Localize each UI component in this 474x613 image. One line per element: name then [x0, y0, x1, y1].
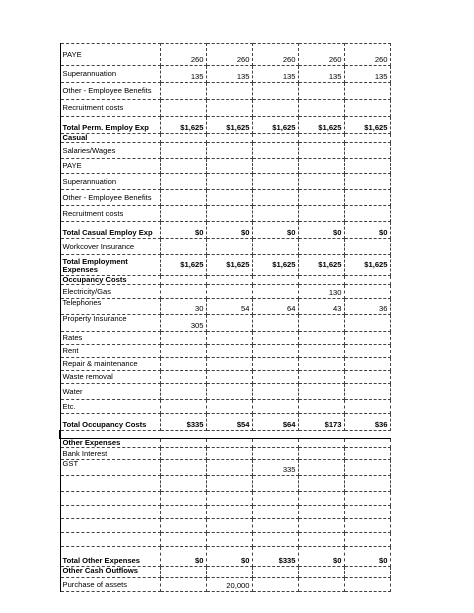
row-telephones [60, 299, 390, 315]
cell-value[interactable]: $1,625 [252, 117, 298, 134]
cell-value[interactable]: $1,625 [160, 255, 206, 276]
cell-value[interactable] [344, 285, 390, 299]
cell-value[interactable] [344, 100, 390, 117]
cell-value[interactable] [206, 100, 252, 117]
row-total-employment-expenses [60, 255, 390, 276]
cell-value[interactable] [344, 159, 390, 174]
row-label[interactable]: Total Perm. Employ Exp [60, 117, 160, 134]
cell-value[interactable] [252, 134, 298, 143]
cell-value[interactable] [298, 492, 344, 506]
cell-value[interactable] [206, 206, 252, 222]
cell-value[interactable] [206, 439, 252, 448]
cell-value[interactable] [298, 358, 344, 371]
row-blank [60, 492, 390, 506]
row-bank-interest [60, 448, 390, 460]
cell-value[interactable] [252, 578, 298, 592]
cell-value[interactable] [160, 567, 206, 578]
cell-value[interactable] [160, 332, 206, 345]
cell-value[interactable] [206, 448, 252, 460]
cell-value[interactable] [206, 276, 252, 285]
cell-value[interactable]: $0 [206, 547, 252, 567]
cell-value[interactable] [252, 206, 298, 222]
cell-value[interactable] [252, 492, 298, 506]
cell-value[interactable]: 135 [252, 66, 298, 83]
row-label[interactable]: Other - Employee Benefits [60, 83, 160, 100]
cell-value[interactable]: 305 [160, 315, 206, 332]
cell-value[interactable] [160, 100, 206, 117]
cell-value[interactable] [206, 143, 252, 159]
cell-value[interactable] [252, 100, 298, 117]
row-label[interactable] [60, 492, 160, 506]
cell-value[interactable] [252, 400, 298, 414]
cell-value[interactable] [160, 83, 206, 100]
cell-value[interactable] [160, 239, 206, 255]
cell-value[interactable] [160, 358, 206, 371]
cell-value[interactable] [298, 345, 344, 358]
cell-value[interactable] [206, 506, 252, 519]
row-label[interactable]: Workcover Insurance [60, 239, 160, 255]
cell-value[interactable]: $0 [160, 547, 206, 567]
cell-value[interactable] [252, 174, 298, 190]
row-casual-paye [60, 159, 390, 174]
cell-value[interactable] [206, 174, 252, 190]
cell-value[interactable] [344, 315, 390, 332]
cell-value[interactable]: 135 [344, 66, 390, 83]
cell-value [344, 431, 390, 439]
cell-value[interactable] [344, 533, 390, 547]
cell-value[interactable] [252, 276, 298, 285]
row-label[interactable] [60, 506, 160, 519]
cell-value[interactable] [344, 492, 390, 506]
cell-value[interactable]: $1,625 [252, 255, 298, 276]
row-label[interactable]: Rent [60, 345, 160, 358]
cell-value[interactable] [160, 134, 206, 143]
row-label[interactable]: Bank Interest [60, 448, 160, 460]
row-label [60, 431, 160, 439]
cell-value[interactable]: $173 [298, 414, 344, 431]
cell-value[interactable] [206, 400, 252, 414]
row-salaries-wages [60, 143, 390, 159]
cell-value[interactable] [298, 100, 344, 117]
cell-value[interactable] [206, 358, 252, 371]
cell-value[interactable] [206, 134, 252, 143]
row-other-cash-outflows-header [60, 567, 390, 578]
row-other-employee-benefits [60, 83, 390, 100]
cell-value[interactable]: $54 [206, 414, 252, 431]
cell-value[interactable] [206, 460, 252, 476]
cell-value[interactable] [206, 384, 252, 400]
cell-value[interactable]: $1,625 [344, 117, 390, 134]
cell-value[interactable] [344, 439, 390, 448]
cell-value[interactable] [160, 492, 206, 506]
cell-value[interactable] [298, 332, 344, 345]
cell-value[interactable] [206, 345, 252, 358]
cell-value[interactable] [252, 358, 298, 371]
cell-value[interactable] [344, 239, 390, 255]
cell-value[interactable] [252, 533, 298, 547]
cell-value[interactable]: $36 [344, 414, 390, 431]
row-label[interactable]: Telephones [60, 299, 160, 315]
cell-value[interactable] [252, 506, 298, 519]
row-casual-header [60, 134, 390, 143]
cell-value[interactable] [160, 143, 206, 159]
row-blank [60, 533, 390, 547]
cell-value[interactable] [252, 143, 298, 159]
cell-value[interactable]: $1,625 [206, 117, 252, 134]
cell-value[interactable]: 335 [252, 460, 298, 476]
cell-value[interactable] [298, 448, 344, 460]
cell-value[interactable] [298, 159, 344, 174]
cell-value[interactable] [160, 448, 206, 460]
cell-value[interactable] [160, 174, 206, 190]
row-water [60, 384, 390, 400]
cell-value[interactable] [160, 371, 206, 384]
cell-value[interactable] [298, 384, 344, 400]
cell-value[interactable] [206, 476, 252, 492]
cell-value[interactable] [298, 533, 344, 547]
cell-value[interactable]: $0 [298, 547, 344, 567]
cell-value[interactable]: 260 [298, 44, 344, 66]
cell-value[interactable]: 135 [206, 66, 252, 83]
cell-value[interactable] [344, 358, 390, 371]
row-label[interactable]: Total Other Expenses [60, 547, 160, 567]
row-label[interactable]: Rates [60, 332, 160, 345]
cell-value[interactable] [252, 371, 298, 384]
row-casual-recruitment [60, 206, 390, 222]
cell-value[interactable] [298, 460, 344, 476]
cell-value[interactable] [206, 159, 252, 174]
cell-value[interactable]: 130 [298, 285, 344, 299]
cell-value[interactable] [160, 276, 206, 285]
cell-value[interactable]: 135 [160, 66, 206, 83]
cell-value[interactable] [160, 439, 206, 448]
cell-value[interactable] [298, 143, 344, 159]
cell-value[interactable] [252, 439, 298, 448]
cell-value[interactable]: $64 [252, 414, 298, 431]
cell-value[interactable]: $0 [344, 222, 390, 239]
row-superannuation [60, 66, 390, 83]
cell-value[interactable] [298, 174, 344, 190]
cell-value[interactable] [344, 460, 390, 476]
cell-value[interactable] [344, 332, 390, 345]
row-label[interactable] [60, 533, 160, 547]
cell-value[interactable] [344, 143, 390, 159]
row-label[interactable]: Recruitment costs [60, 100, 160, 117]
row-blank [60, 506, 390, 519]
cell-value[interactable] [252, 476, 298, 492]
expense-table [59, 43, 391, 592]
cell-value [298, 431, 344, 439]
cell-value[interactable]: 260 [160, 44, 206, 66]
cell-value[interactable]: $1,625 [298, 255, 344, 276]
cell-value[interactable] [252, 448, 298, 460]
cell-value[interactable]: $0 [206, 222, 252, 239]
section-heading: Occupancy Costs [60, 276, 160, 285]
cell-value[interactable] [344, 83, 390, 100]
row-purchase-of-assets [60, 578, 390, 592]
row-workcover-insurance [60, 239, 390, 255]
cell-value[interactable] [160, 476, 206, 492]
cell-value[interactable]: 260 [252, 44, 298, 66]
cell-value[interactable] [344, 384, 390, 400]
cell-value[interactable]: 36 [344, 299, 390, 315]
cell-value[interactable] [344, 567, 390, 578]
cell-value[interactable] [344, 506, 390, 519]
cell-value[interactable]: 43 [298, 299, 344, 315]
row-blank [60, 519, 390, 533]
row-rates [60, 332, 390, 345]
row-label[interactable]: Total Casual Employ Exp [60, 222, 160, 239]
cell-value[interactable] [344, 519, 390, 533]
cell-value[interactable] [298, 567, 344, 578]
row-label[interactable]: Total Occupancy Costs [60, 414, 160, 431]
section-heading: Other Cash Outflows [60, 567, 160, 578]
row-label[interactable]: Other - Employee Benefits [60, 190, 160, 206]
cell-value[interactable]: 30 [160, 299, 206, 315]
row-gst [60, 460, 390, 476]
cell-value[interactable] [344, 206, 390, 222]
section-heading: Other Expenses [60, 439, 160, 448]
cell-value[interactable] [206, 371, 252, 384]
cell-value[interactable] [206, 492, 252, 506]
cell-value[interactable] [344, 345, 390, 358]
cell-value[interactable] [160, 400, 206, 414]
cell-value[interactable] [160, 159, 206, 174]
row-label[interactable]: Superannuation [60, 66, 160, 83]
row-paye [60, 44, 390, 66]
cell-value[interactable] [160, 519, 206, 533]
cell-value[interactable] [252, 159, 298, 174]
cell-value[interactable] [344, 476, 390, 492]
cell-value[interactable] [160, 285, 206, 299]
cell-value[interactable] [252, 190, 298, 206]
cell-value[interactable] [298, 578, 344, 592]
row-etc [60, 400, 390, 414]
row-total-other-expenses [60, 547, 390, 567]
cell-value[interactable] [298, 206, 344, 222]
cell-value[interactable] [160, 345, 206, 358]
cell-value[interactable] [298, 519, 344, 533]
row-label[interactable]: Total Employment Expenses [60, 255, 160, 276]
cell-value[interactable]: $0 [252, 222, 298, 239]
cash-flow-sheet [59, 43, 389, 592]
cell-value[interactable] [252, 83, 298, 100]
cell-value[interactable] [160, 384, 206, 400]
row-recruitment-costs [60, 100, 390, 117]
cell-value[interactable]: 135 [298, 66, 344, 83]
cell-value[interactable] [252, 567, 298, 578]
row-label[interactable]: Electricity/Gas [60, 285, 160, 299]
cell-value[interactable] [252, 315, 298, 332]
row-label[interactable]: Superannuation [60, 174, 160, 190]
cell-value[interactable] [298, 506, 344, 519]
cell-value[interactable] [160, 533, 206, 547]
row-label[interactable] [60, 519, 160, 533]
cell-value[interactable]: 260 [206, 44, 252, 66]
cell-value[interactable] [160, 190, 206, 206]
cell-value[interactable] [344, 578, 390, 592]
cell-value[interactable] [344, 400, 390, 414]
row-label[interactable] [60, 476, 160, 492]
cell-value[interactable] [206, 567, 252, 578]
cell-value[interactable] [252, 239, 298, 255]
cell-value[interactable] [160, 506, 206, 519]
row-electricity-gas [60, 285, 390, 299]
cell-value[interactable]: 64 [252, 299, 298, 315]
cell-value[interactable] [344, 276, 390, 285]
row-label[interactable]: Property Insurance [60, 315, 160, 332]
row-label[interactable]: GST [60, 460, 160, 476]
cell-value[interactable] [252, 345, 298, 358]
cell-value[interactable]: $1,625 [344, 255, 390, 276]
cell-value[interactable] [298, 190, 344, 206]
row-label[interactable]: PAYE [60, 159, 160, 174]
cell-value[interactable]: $0 [298, 222, 344, 239]
row-rent [60, 345, 390, 358]
cell-value[interactable]: $335 [252, 547, 298, 567]
row-label[interactable]: Etc. [60, 400, 160, 414]
cell-value[interactable]: $0 [160, 222, 206, 239]
cell-value [206, 431, 252, 439]
row-label[interactable]: Water [60, 384, 160, 400]
cell-value[interactable] [160, 578, 206, 592]
cell-value[interactable]: $1,625 [160, 117, 206, 134]
row-spacer [60, 431, 390, 439]
row-casual-superannuation [60, 174, 390, 190]
cell-value[interactable] [160, 460, 206, 476]
cell-value[interactable] [344, 134, 390, 143]
cell-value[interactable]: $1,625 [206, 255, 252, 276]
row-label[interactable]: Recruitment costs [60, 206, 160, 222]
row-label[interactable]: PAYE [60, 44, 160, 66]
cell-value [252, 431, 298, 439]
row-property-insurance [60, 315, 390, 332]
cell-value[interactable] [252, 519, 298, 533]
cell-value[interactable] [298, 400, 344, 414]
cell-value[interactable]: 260 [344, 44, 390, 66]
cell-value[interactable]: $0 [344, 547, 390, 567]
row-repair-maintenance [60, 358, 390, 371]
section-heading: Casual [60, 134, 160, 143]
row-other-expenses-header [60, 439, 390, 448]
cell-value[interactable] [298, 83, 344, 100]
row-label[interactable]: Waste removal [60, 371, 160, 384]
cell-value[interactable] [298, 134, 344, 143]
cell-value[interactable] [206, 519, 252, 533]
cell-value[interactable]: $335 [160, 414, 206, 431]
cell-value[interactable]: 20,000 [206, 578, 252, 592]
cell-value[interactable] [344, 371, 390, 384]
row-blank [60, 476, 390, 492]
cell-value[interactable] [252, 332, 298, 345]
cell-value[interactable] [206, 239, 252, 255]
cell-value[interactable] [344, 174, 390, 190]
cell-value[interactable] [298, 439, 344, 448]
cell-value[interactable] [206, 83, 252, 100]
cell-value[interactable] [206, 315, 252, 332]
row-label[interactable]: Salaries/Wages [60, 143, 160, 159]
cell-value[interactable]: 54 [206, 299, 252, 315]
cell-value[interactable] [298, 315, 344, 332]
cell-value[interactable] [206, 332, 252, 345]
cell-value[interactable] [298, 371, 344, 384]
cell-value[interactable] [298, 476, 344, 492]
row-total-casual-employ-exp [60, 222, 390, 239]
cell-value[interactable] [252, 384, 298, 400]
cell-value [160, 431, 206, 439]
row-label[interactable]: Purchase of assets [60, 578, 160, 592]
row-casual-other-benefits [60, 190, 390, 206]
cell-value[interactable] [344, 448, 390, 460]
row-occupancy-costs-header [60, 276, 390, 285]
cell-value[interactable] [206, 285, 252, 299]
row-total-occupancy-costs [60, 414, 390, 431]
cell-value[interactable] [206, 533, 252, 547]
cell-value[interactable]: $1,625 [298, 117, 344, 134]
cell-value[interactable] [160, 206, 206, 222]
row-total-perm-employ-exp [60, 117, 390, 134]
cell-value[interactable] [344, 190, 390, 206]
cell-value[interactable] [298, 239, 344, 255]
cell-value[interactable] [206, 190, 252, 206]
row-waste-removal [60, 371, 390, 384]
row-label[interactable]: Repair & maintenance [60, 358, 160, 371]
cell-value[interactable] [298, 276, 344, 285]
cell-value[interactable] [252, 285, 298, 299]
